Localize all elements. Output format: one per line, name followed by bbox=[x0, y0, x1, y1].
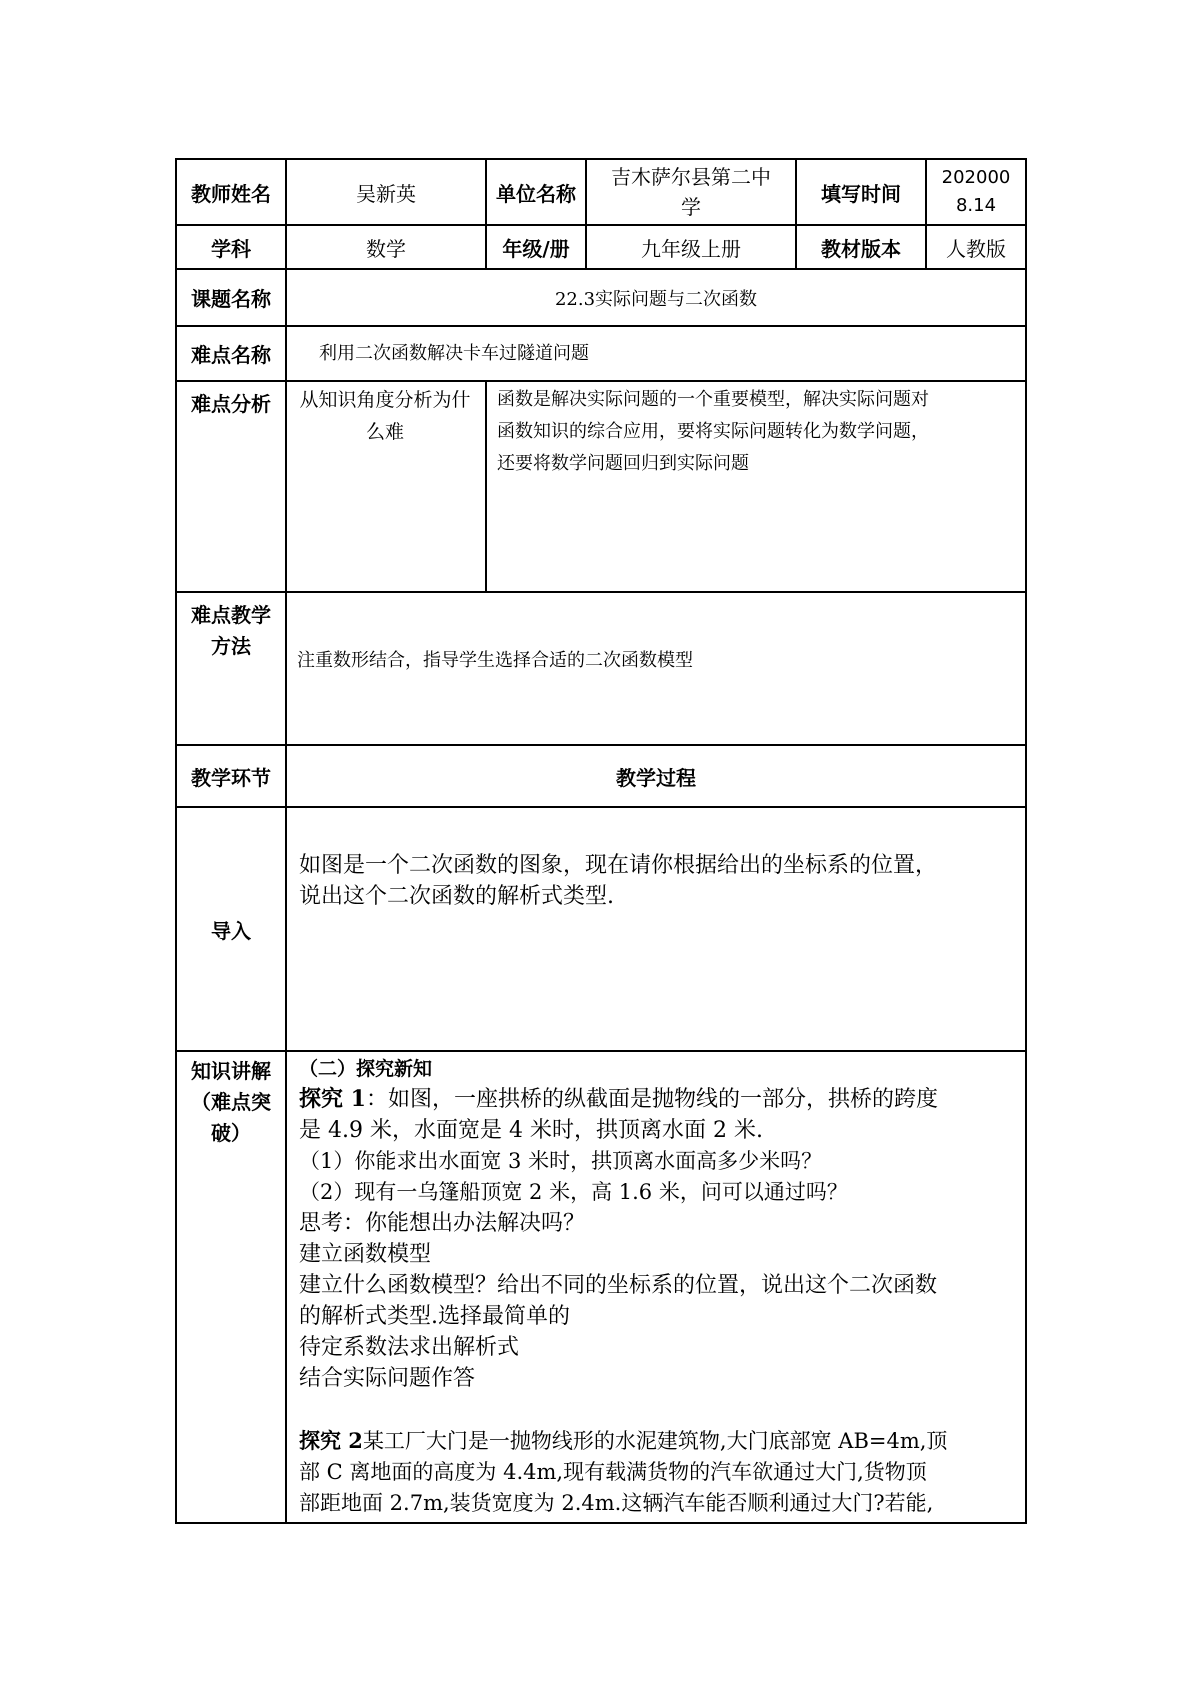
step-2: 建立什么函数模型？给出不同的坐标系的位置，说出这个二次函数 bbox=[299, 1273, 938, 1298]
teacher-name-label: 教师姓名 bbox=[191, 181, 271, 206]
process-header: 教学过程 bbox=[616, 765, 696, 790]
analysis-line: 函数是解决实际问题的一个重要模型，解决实际问题对 bbox=[497, 389, 929, 410]
intro-label: 导入 bbox=[211, 918, 251, 943]
rule bbox=[175, 591, 1027, 593]
difficulty-value: 利用二次函数解决卡车过隧道问题 bbox=[319, 343, 589, 364]
analysis-text bbox=[497, 384, 1017, 480]
explore1-line: 是 4.9 米，水面宽是 4 米时，拱顶离水面 2 米. bbox=[299, 1118, 763, 1143]
fill-date-value bbox=[927, 160, 1025, 224]
knowledge-label-line: （难点突 bbox=[191, 1090, 271, 1114]
step-2-cont: 的解析式类型.选择最简单的 bbox=[299, 1304, 570, 1329]
subject-label: 学科 bbox=[211, 236, 251, 261]
unit-name-label: 单位名称 bbox=[496, 181, 576, 206]
method-text: 注重数形结合，指导学生选择合适的二次函数模型 bbox=[297, 650, 693, 671]
fill-date-label: 填写时间 bbox=[821, 181, 901, 206]
edition-value: 人教版 bbox=[946, 236, 1006, 261]
analysis-label: 难点分析 bbox=[191, 392, 271, 416]
topic-value: 22.3实际问题与二次函数 bbox=[554, 288, 758, 310]
rule bbox=[485, 380, 487, 593]
rule bbox=[175, 380, 1027, 382]
question-1: （1）你能求出水面宽 3 米时，拱顶离水面高多少米吗？ bbox=[299, 1149, 823, 1173]
explore1-text: ：如图，一座拱桥的纵截面是抛物线的一部分，拱桥的跨度 bbox=[365, 1087, 938, 1112]
intro-line: 说出这个二次函数的解析式类型. bbox=[299, 884, 614, 909]
knowledge-content bbox=[299, 1054, 1025, 1519]
grade-label: 年级/册 bbox=[502, 236, 570, 261]
analysis-subheading: 从知识角度分析为什么难 bbox=[299, 389, 471, 443]
step-4: 结合实际问题作答 bbox=[299, 1366, 476, 1391]
rule bbox=[175, 1050, 1027, 1052]
rule bbox=[175, 1522, 1027, 1524]
topic-label: 课题名称 bbox=[191, 287, 271, 311]
spacer bbox=[299, 1394, 1025, 1425]
analysis-line: 函数知识的综合应用，要将实际问题转化为数学问题， bbox=[497, 421, 929, 442]
step-1: 建立函数模型 bbox=[299, 1242, 432, 1267]
method-label-line: 难点教学 bbox=[191, 603, 271, 627]
edition-label: 教材版本 bbox=[821, 236, 901, 261]
intro-text bbox=[299, 850, 1023, 912]
date-line-1: 202000 bbox=[941, 167, 1011, 188]
explore1-label: 探究 1 bbox=[299, 1086, 366, 1112]
subject-value: 数学 bbox=[366, 236, 406, 261]
stage-header: 教学环节 bbox=[191, 765, 271, 790]
knowledge-label-line: 破） bbox=[211, 1121, 251, 1145]
explore2-line: 部距地面 2.7m,装货宽度为 2.4m.这辆汽车能否顺利通过大门?若能, bbox=[299, 1491, 934, 1515]
knowledge-label bbox=[177, 1056, 285, 1149]
rule bbox=[285, 158, 287, 1524]
method-label-line: 方法 bbox=[211, 634, 251, 658]
method-label bbox=[177, 600, 285, 662]
explore1-line bbox=[299, 1084, 1025, 1115]
explore2-line: 部 C 离地面的高度为 4.4m,现有载满货物的汽车欲通过大门,货物顶 bbox=[299, 1460, 927, 1484]
step-3: 待定系数法求出解析式 bbox=[299, 1335, 520, 1360]
analysis-line: 还要将数学问题回归到实际问题 bbox=[497, 453, 749, 474]
think-prompt: 思考：你能想出办法解决吗？ bbox=[299, 1211, 586, 1236]
question-2: （2）现有一乌篷船顶宽 2 米，高 1.6 米，问可以通过吗？ bbox=[299, 1180, 848, 1204]
explore2-label: 探究 2 bbox=[299, 1428, 363, 1453]
section-title: （二）探究新知 bbox=[299, 1058, 433, 1080]
difficulty-label: 难点名称 bbox=[191, 343, 271, 367]
unit-name: 吉木萨尔县第二中学 bbox=[611, 165, 771, 219]
rule bbox=[1025, 158, 1027, 1524]
knowledge-label-line: 知识讲解 bbox=[191, 1059, 271, 1083]
rule bbox=[175, 806, 1027, 808]
lesson-plan-table bbox=[175, 158, 1027, 1524]
explore2-line bbox=[299, 1425, 1025, 1457]
explore2-text: 某工厂大门是一抛物线形的水泥建筑物,大门底部宽 AB=4m,顶 bbox=[362, 1429, 948, 1453]
date-line-2: 8.14 bbox=[955, 195, 997, 216]
grade-value: 九年级上册 bbox=[641, 236, 741, 261]
teacher-name: 吴新英 bbox=[356, 181, 416, 206]
intro-line: 如图是一个二次函数的图象，现在请你根据给出的坐标系的位置， bbox=[299, 853, 938, 878]
